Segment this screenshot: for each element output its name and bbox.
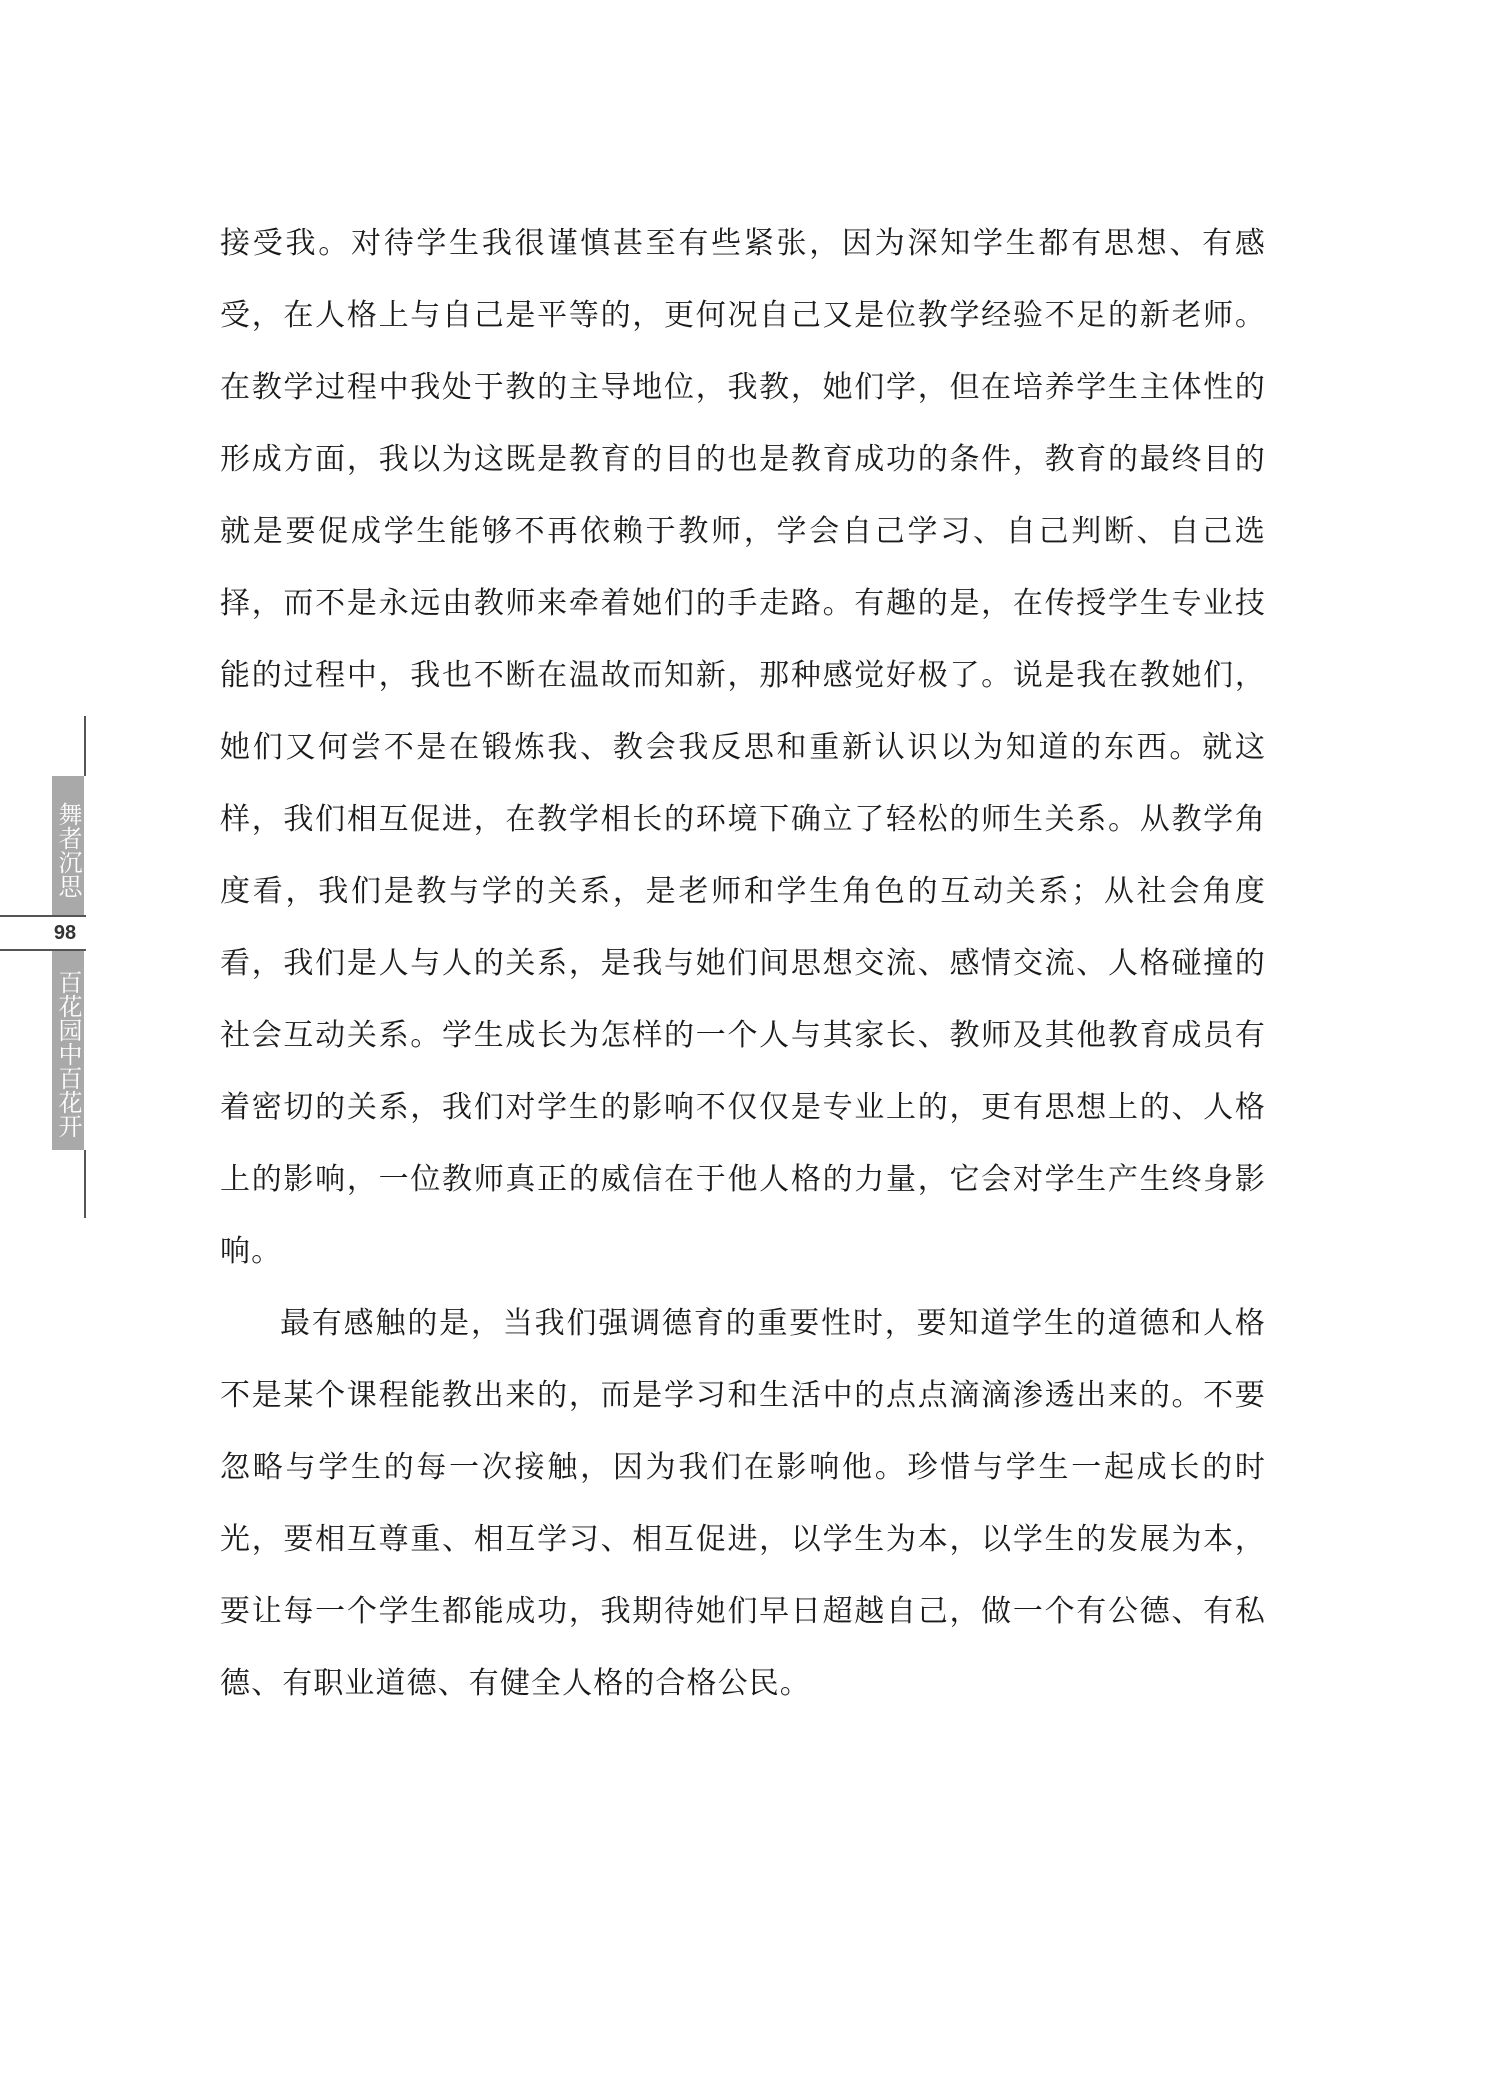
- side-tab: [0, 0, 100, 2089]
- paragraph-1: 接受我。对待学生我很谨慎甚至有些紧张，因为深知学生都有思想、有感受，在人格上与自己是平等的，更何况自己又是位教学经验不足的新老师。在教学过程中我处于教的主导地位，我教，她们学，但在培养学生主体性的形成方面，我以为这既是教育的目的也是教育成功的条件，教育的最终目的就是要促成学生能够不再依赖于教师，学会自己学习、自己判断、自己选择，而不是永远由教师来牵着她们的手走路。有趣的是，在传授学生专业技能的过程中，我也不断在温故而知新，那种感觉好极了。说是我在教她们，她们又何尝不是在锻炼我、教会我反思和重新认识以为知道的东西。就这样，我们相互促进，在教学相长的环境下确立了轻松的师生关系。从教学角度看，我们是教与学的关系，是老师和学生角色的互动关系；从社会角度看，我们是人与人的关系，是我与她们间思想交流、感情交流、人格碰撞的社会互动关系。学生成长为怎样的一个人与其家长、教师及其他教育成员有着密切的关系，我们对学生的影响不仅仅是专业上的，更有思想上的、人格上的影响，一位教师真正的威信在于他人格的力量，它会对学生产生终身影响。: [220, 226, 1266, 1269]
- side-rule-bottom: [84, 1150, 86, 1218]
- body-text: [220, 208, 1266, 1720]
- side-rule-top: [84, 716, 86, 776]
- paragraph-2: 最有感触的是，当我们强调德育的重要性时，要知道学生的道德和人格不是某个课程能教出来的，而是学习和生活中的点点滴滴渗透出来的。不要忽略与学生的每一次接触，因为我们在影响他。珍惜与学生一起成长的时光，要相互尊重、相互学习、相互促进，以学生为本，以学生的发展为本，要让每一个学生都能成功，我期待她们早日超越自己，做一个有公德、有私德、有职业道德、有健全人格的合格公民。: [220, 1306, 1266, 1701]
- section-label-top: 舞者沉思: [52, 776, 84, 916]
- section-label-bottom: 百花园中百花开: [52, 951, 84, 1150]
- page-number: 98: [0, 915, 86, 951]
